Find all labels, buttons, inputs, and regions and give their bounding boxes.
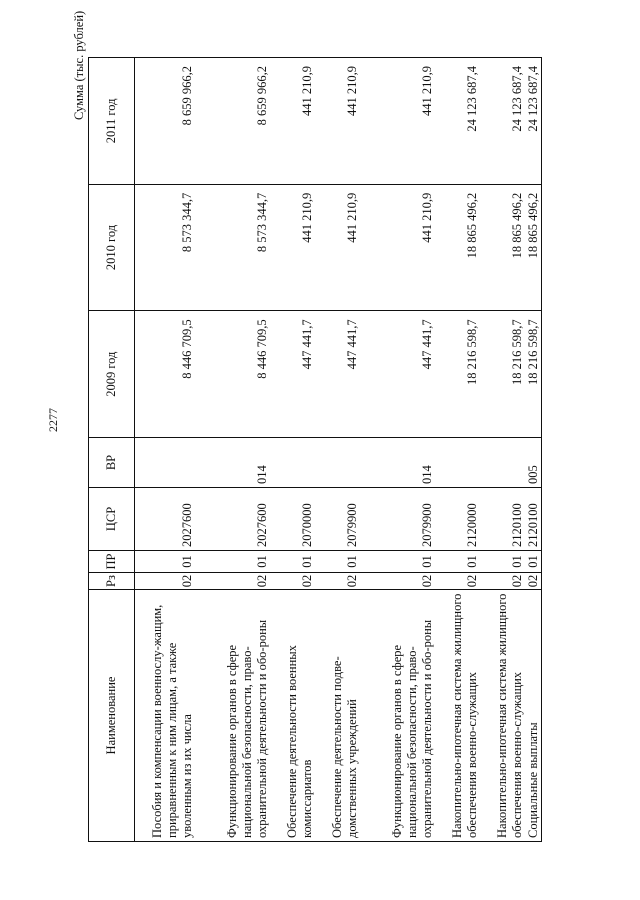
cell-2009: 447 441,7 [360,311,435,438]
cell-csr: 2120100 [480,488,525,551]
cell-2010: 8 573 344,7 [135,184,196,311]
cell-rz: 02 [525,573,542,590]
cell-pr: 01 [480,551,525,573]
cell-vr [135,438,196,488]
header-2011: 2011 год [89,58,135,185]
cell-2009: 18 216 598,7 [525,311,542,438]
cell-name: Обеспечение деятельности подве-домственных учреждений [315,590,360,842]
cell-name: Накопительно-ипотечная система жилищного обеспечения военно-служащих [480,590,525,842]
table-row [480,58,525,842]
table-header-row [89,58,135,842]
cell-rz: 02 [195,573,270,590]
header-2009: 2009 год [89,311,135,438]
cell-2011: 8 659 966,2 [135,58,196,185]
cell-rz: 02 [135,573,196,590]
cell-2010: 8 573 344,7 [195,184,270,311]
cell-name: Обеспечение деятельности военных комиссариатов [270,590,315,842]
header-vr: ВР [89,438,135,488]
cell-name: Накопительно-ипотечная система жилищного обеспечения военно-служащих [435,590,480,842]
cell-2009: 8 446 709,5 [195,311,270,438]
cell-vr [435,438,480,488]
cell-2011: 441 210,9 [360,58,435,185]
units-caption: Сумма (тыс. рублей) [72,10,86,120]
cell-rz: 02 [360,573,435,590]
header-rz: Рз [89,573,135,590]
cell-vr: 014 [195,438,270,488]
page-number: 2277 [46,408,60,432]
table-row [195,58,270,842]
cell-pr: 01 [435,551,480,573]
cell-2011: 441 210,9 [270,58,315,185]
cell-2011: 441 210,9 [315,58,360,185]
cell-rz: 02 [270,573,315,590]
cell-pr: 01 [195,551,270,573]
cell-2010: 18 865 496,2 [525,184,542,311]
table-row [135,58,196,842]
cell-2009: 18 216 598,7 [480,311,525,438]
budget-table [88,57,542,842]
cell-vr [270,438,315,488]
budget-table-container [88,58,584,842]
cell-vr [315,438,360,488]
cell-csr: 2070000 [270,488,315,551]
cell-pr: 01 [525,551,542,573]
cell-2010: 18 865 496,2 [435,184,480,311]
cell-csr: 2079900 [315,488,360,551]
table-row [360,58,435,842]
cell-2011: 24 123 687,4 [525,58,542,185]
cell-vr: 014 [360,438,435,488]
cell-2010: 441 210,9 [315,184,360,311]
cell-2010: 18 865 496,2 [480,184,525,311]
cell-rz: 02 [315,573,360,590]
cell-2009: 18 216 598,7 [435,311,480,438]
cell-pr: 01 [270,551,315,573]
cell-pr: 01 [315,551,360,573]
cell-name: Социальные выплаты [525,590,542,842]
cell-name: Функционирование органов в сфере национальной безопасности, право-охранительной деятельности и обо-роны [195,590,270,842]
cell-csr: 2079900 [360,488,435,551]
cell-csr: 2120100 [525,488,542,551]
cell-2010: 441 210,9 [360,184,435,311]
header-csr: ЦСР [89,488,135,551]
table-row [435,58,480,842]
cell-2009: 447 441,7 [270,311,315,438]
cell-2009: 8 446 709,5 [135,311,196,438]
header-pr: ПР [89,551,135,573]
cell-name: Пособия и компенсации военнослу-жащим, приравненным к ним лицам, а также уволенным из их числа [135,590,196,842]
cell-2011: 8 659 966,2 [195,58,270,185]
cell-2011: 24 123 687,4 [480,58,525,185]
cell-csr: 2027600 [135,488,196,551]
cell-pr: 01 [135,551,196,573]
cell-2011: 24 123 687,4 [435,58,480,185]
cell-2010: 441 210,9 [270,184,315,311]
table-row [525,58,542,842]
cell-name: Функционирование органов в сфере национальной безопасности, право-охранительной деятельности и обо-роны [360,590,435,842]
table-row [270,58,315,842]
header-2010: 2010 год [89,184,135,311]
cell-2009: 447 441,7 [315,311,360,438]
cell-csr: 2027600 [195,488,270,551]
cell-rz: 02 [435,573,480,590]
cell-vr: 005 [525,438,542,488]
cell-csr: 2120000 [435,488,480,551]
cell-rz: 02 [480,573,525,590]
table-row [315,58,360,842]
header-name: Наименование [89,590,135,842]
cell-pr: 01 [360,551,435,573]
cell-vr [480,438,525,488]
